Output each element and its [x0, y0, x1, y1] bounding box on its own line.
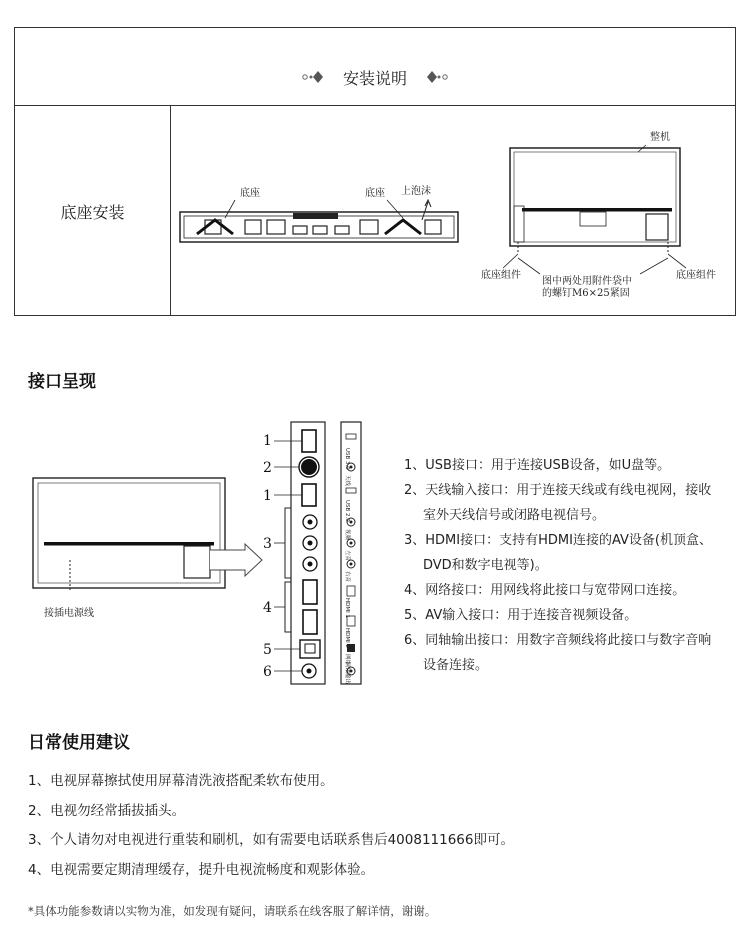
base-assembly-left-label: 底座组件 — [481, 270, 521, 281]
tips-heading: 日常使用建议 — [28, 733, 130, 753]
panel-label-hdmi1: HDMI 1 — [344, 598, 350, 618]
tv-label: 整机 — [650, 132, 670, 143]
base-install-label: 底座安装 — [60, 202, 125, 222]
base-right-label: 底座 — [365, 188, 385, 199]
screw-note-line2: 的螺钉M6×25紧固 — [542, 288, 630, 299]
diamond-ornament-right-icon — [423, 70, 449, 84]
port-number-6: 6 — [263, 664, 272, 680]
panel-label-hdmi2: HDMI 2 — [344, 628, 350, 648]
list-item: 2、电视勿经常插拔插头。 — [28, 802, 186, 819]
port-number-3: 3 — [263, 536, 272, 552]
port-number-5: 5 — [263, 642, 272, 658]
foam-label: 上泡沫 — [401, 186, 431, 197]
list-item: 3、HDMI接口：支持有HDMI连接的AV设备(机顶盒、 DVD和数字电视等)。 — [404, 533, 712, 573]
list-item: 2、天线输入接口：用于连接天线或有线电视网，接收 室外天线信号或闭路电视信号。 — [404, 483, 712, 523]
footnote: *具体功能参数请以实物为准，如发现有疑问，请联系在线客服了解详情，谢谢。 — [28, 904, 437, 918]
list-item: 1、USB接口：用于连接USB设备，如U盘等。 — [404, 458, 671, 473]
base-left-label: 底座 — [240, 188, 260, 199]
panel-label-coax: 同轴输出 — [344, 662, 350, 685]
power-cable-label: 接插电源线 — [44, 608, 94, 619]
list-item: 5、AV输入接口：用于连接音视频设备。 — [404, 608, 638, 623]
port-number-1a: 1 — [263, 433, 272, 449]
base-assembly-right-label: 底座组件 — [676, 270, 716, 281]
port-number-4: 4 — [263, 600, 272, 616]
installation-header — [15, 28, 735, 106]
panel-label-video: 视频 — [344, 529, 350, 541]
list-item: 4、网络接口：用网线将此接口与宽带网口连接。 — [404, 583, 686, 598]
tv-bottom-view-diagram — [175, 180, 465, 250]
panel-label-network: 网络 — [344, 654, 350, 666]
list-item: 3、个人请勿对电视进行重装和刷机，如有需要电话联系售后4008111666即可。 — [28, 832, 514, 848]
installation-title: 安装说明 — [342, 69, 407, 88]
screw-note-line1: 图中两处用附件袋中 — [542, 276, 632, 287]
port-number-2: 2 — [263, 460, 272, 476]
table-divider — [170, 106, 171, 316]
panel-label-right-audio: 右音 — [344, 571, 350, 583]
port-number-1b: 1 — [263, 488, 272, 504]
interface-diagram — [30, 420, 375, 690]
panel-label-usb3: USB 3.0 — [344, 448, 350, 470]
tips-list — [28, 767, 514, 885]
panel-label-left-audio: 左音 — [344, 550, 350, 562]
tv-back-view-diagram — [478, 118, 736, 303]
panel-label-antenna: 天线 — [344, 475, 350, 487]
interface-heading: 接口呈现 — [28, 372, 96, 392]
list-item: 1、电视屏幕擦拭使用屏幕清洗液搭配柔软布使用。 — [28, 773, 334, 789]
port-description-list — [404, 453, 734, 678]
list-item: 6、同轴输出接口：用数字音频线将此接口与数字音响 设备连接。 — [404, 633, 712, 673]
list-item: 4、电视需要定期清理缓存，提升电视流畅度和观影体验。 — [28, 861, 375, 878]
panel-label-usb2: USB 2.0 — [344, 500, 350, 522]
